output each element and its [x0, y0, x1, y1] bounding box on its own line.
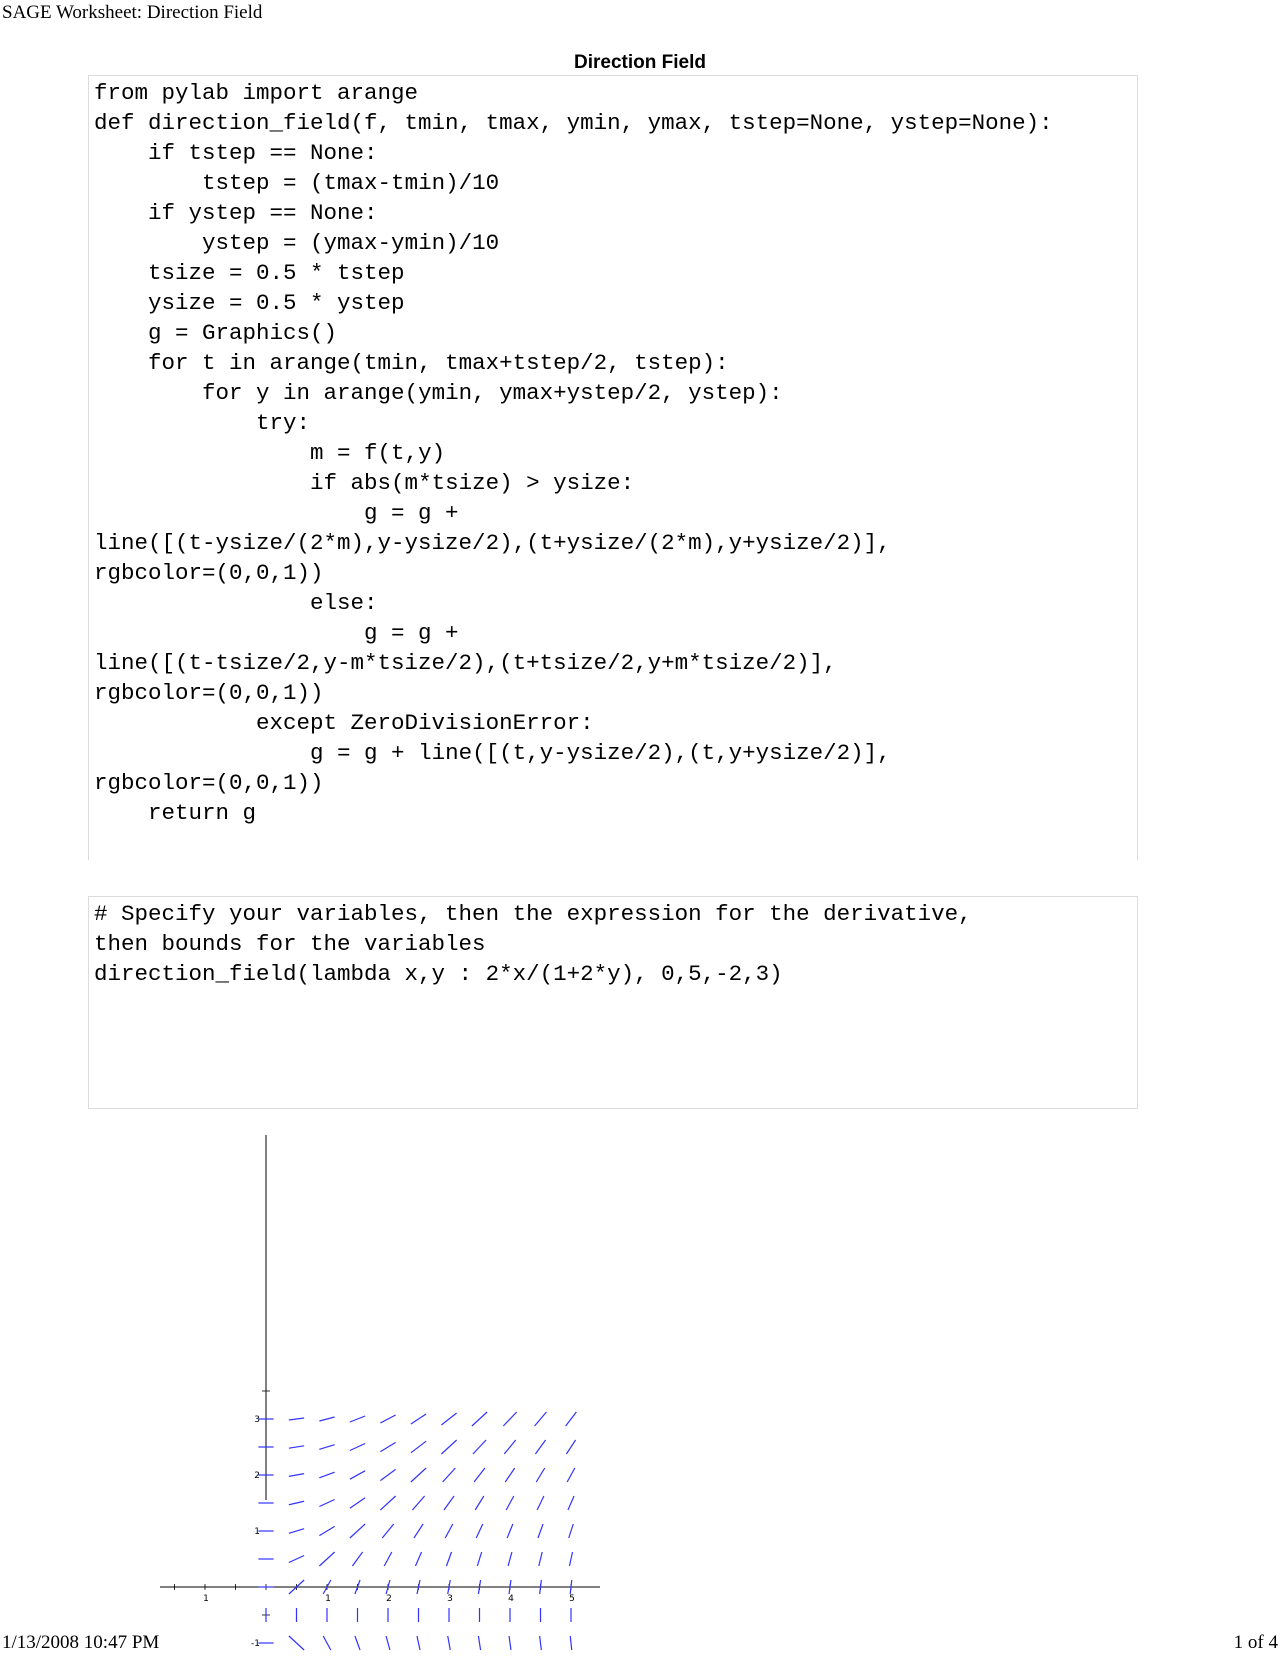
slope-segment — [412, 1496, 424, 1510]
slope-segment — [570, 1636, 572, 1650]
slope-segment — [319, 1526, 334, 1535]
slope-segment — [289, 1529, 304, 1534]
x-tick-label: 5 — [569, 1594, 575, 1604]
y-tick-label: 1 — [254, 1527, 260, 1537]
x-tick-label: 2 — [386, 1594, 392, 1604]
print-timestamp: 1/13/2008 10:47 PM — [2, 1632, 160, 1653]
slope-segment — [319, 1472, 334, 1478]
slope-segment — [441, 1440, 456, 1454]
slope-segment — [289, 1446, 304, 1448]
code-cell-definition[interactable] — [88, 75, 1138, 860]
slope-segment — [350, 1444, 365, 1451]
x-tick-label: 1 — [203, 1594, 209, 1604]
slope-segment — [477, 1552, 481, 1566]
slope-segment — [570, 1580, 572, 1594]
slope-segment — [352, 1552, 362, 1566]
slope-segment — [444, 1496, 454, 1510]
slope-segment — [568, 1496, 574, 1510]
slope-segment — [537, 1496, 544, 1510]
slope-segment — [475, 1496, 484, 1510]
code-cell-call[interactable] — [88, 896, 1138, 1109]
slope-segment — [569, 1552, 572, 1566]
slope-segment — [441, 1413, 456, 1425]
slope-segment — [382, 1524, 393, 1538]
slope-segment — [476, 1524, 483, 1538]
slope-segment — [414, 1524, 423, 1538]
slope-segment — [415, 1552, 421, 1566]
slope-segment — [386, 1636, 390, 1650]
slope-segment — [566, 1412, 577, 1426]
slope-segment — [539, 1552, 542, 1566]
code-input[interactable]: from pylab import arange def direction_field(f, tmin, tmax, ymin, ymax, tstep=None, ystep=None): if tstep == None: tstep = (tmax-tmin)/10 if ystep == None: ystep = (ymax-ymin)/10 tsize = 0.5 * tstep ysize = 0.5 * ystep g = Graphics() for t in arange(tmin, tmax+tstep/2, tstep): for y in arange(ymin, ymax+ystep/2, ystep): try: m = f(t,y) if abs(m*tsize) > ysize: g = g + line([(t-ysize/(2*m),y-ysize/2),(t+ysize/(2*m),y+ysize/2)], rgbcolor=(0,0,1)) else: g = g + line([(t-tsize/2,y-m*tsize/2),(t+tsize/2,y+m*tsize/2)], rgbcolor=(0,0,1)) except ZeroDivisionError: g = g + line([(t,y-ysize/2),(t,y+ysize/2)], rgbcolor=(0,0,1)) return g — [94, 80, 1053, 826]
slope-segment — [323, 1636, 331, 1650]
slope-segment — [289, 1418, 304, 1420]
page-title: Direction Field — [574, 52, 706, 73]
slope-segment — [289, 1501, 304, 1505]
slope-segment — [569, 1524, 574, 1538]
slope-segment — [507, 1524, 513, 1538]
slope-segment — [505, 1468, 515, 1482]
slope-segment — [448, 1636, 451, 1650]
slope-segment — [445, 1524, 453, 1538]
slope-segment — [319, 1445, 334, 1450]
slope-segment — [472, 1412, 487, 1426]
slope-segment — [380, 1469, 395, 1480]
slope-segment — [350, 1416, 365, 1422]
slope-segment — [350, 1471, 365, 1479]
slope-segment — [535, 1412, 547, 1426]
slope-segment — [473, 1440, 486, 1454]
direction-field-plot — [160, 1130, 640, 1649]
slope-segment — [503, 1412, 516, 1426]
slope-segment — [319, 1500, 334, 1507]
slope-segment — [509, 1636, 511, 1650]
page-number: 1 of 4 — [1233, 1632, 1278, 1653]
slope-segment — [380, 1496, 395, 1510]
slope-segment — [508, 1552, 512, 1566]
slope-segment — [538, 1524, 543, 1538]
slope-segment — [380, 1415, 395, 1423]
x-tick-label: 1 — [325, 1594, 331, 1604]
slope-segment — [350, 1524, 365, 1538]
y-tick-label: 2 — [254, 1471, 260, 1481]
slope-segment — [504, 1440, 515, 1454]
slope-segment — [446, 1552, 451, 1566]
slope-segment — [478, 1636, 480, 1650]
slope-segment — [417, 1636, 420, 1650]
slope-segment — [567, 1468, 575, 1482]
slope-segment — [540, 1580, 542, 1594]
slope-segment — [411, 1414, 426, 1424]
slope-segment — [289, 1636, 304, 1650]
slope-segment — [355, 1636, 360, 1650]
slope-segment — [474, 1468, 485, 1482]
slope-segment — [289, 1556, 304, 1563]
y-tick-label: 3 — [254, 1415, 260, 1425]
slope-segment — [540, 1636, 542, 1650]
slope-segment — [319, 1417, 334, 1421]
slope-segment — [443, 1468, 456, 1482]
slope-segment — [506, 1496, 514, 1510]
code-input[interactable]: # Specify your variables, then the expression for the derivative, then bounds for the variables direction_field(lambda x,y : 2*x/(1+2*y), 0,5,-2,3) — [94, 901, 972, 987]
slope-segment — [289, 1474, 304, 1477]
x-tick-label: 3 — [447, 1594, 453, 1604]
slope-segment — [566, 1440, 575, 1454]
slope-segment — [384, 1552, 392, 1566]
x-tick-label: 4 — [508, 1594, 514, 1604]
slope-segment — [319, 1552, 334, 1566]
y-tick-label: -1 — [251, 1639, 260, 1649]
slope-segment — [350, 1498, 365, 1509]
slope-segment — [380, 1442, 395, 1451]
window-title: SAGE Worksheet: Direction Field — [2, 2, 263, 23]
slope-segment — [411, 1468, 426, 1482]
slope-segment — [536, 1468, 544, 1482]
slope-segment — [411, 1441, 426, 1453]
slope-segment — [535, 1440, 545, 1454]
